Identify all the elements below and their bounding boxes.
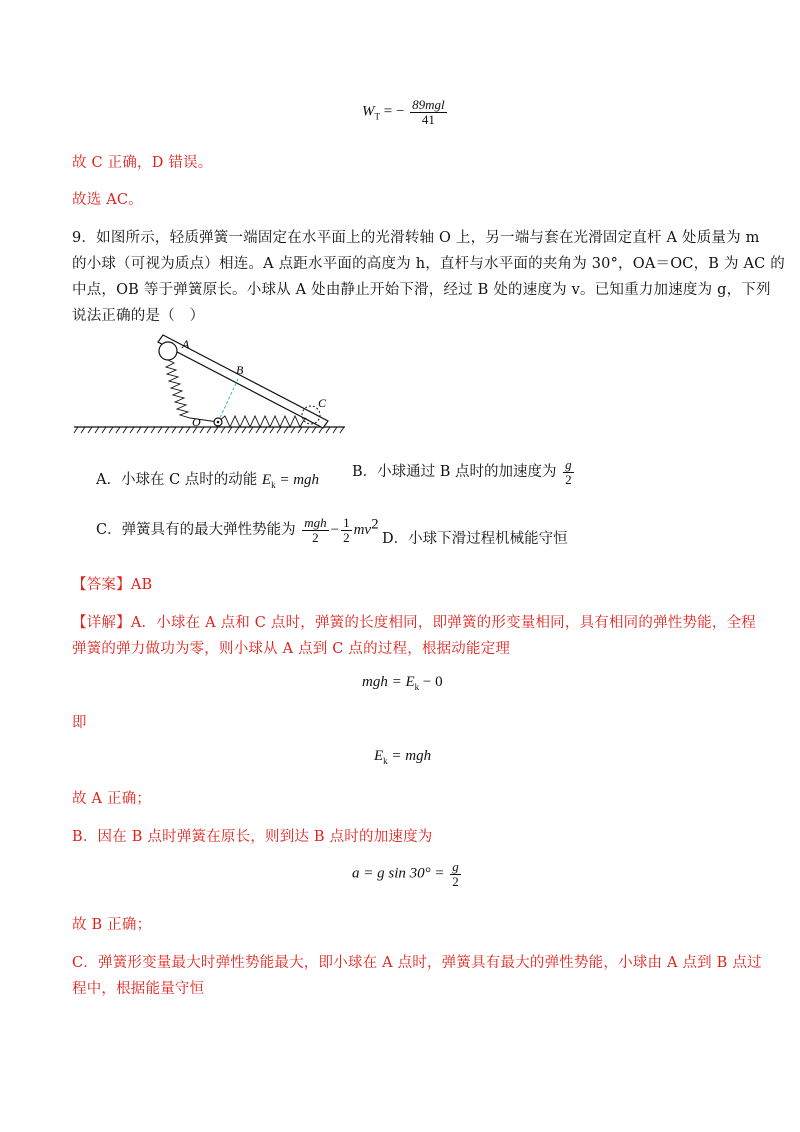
option-a-text: A．小球在 C 点时的动能 (96, 472, 258, 488)
equation-energy (362, 674, 443, 692)
eq-lhs: E (374, 748, 384, 764)
option-a-math (262, 472, 319, 488)
fraction (450, 860, 461, 888)
math-rhs: = mgh (275, 472, 320, 488)
answer-value: AB (130, 577, 153, 593)
prev-choice: 故选 AC。 (72, 192, 143, 208)
math-var: E (261, 472, 272, 488)
equation-accel (352, 860, 463, 888)
math-sub: k (271, 480, 276, 490)
eq-var: W (362, 103, 375, 120)
fraction-den: 2 (565, 471, 572, 487)
option-b-fraction (563, 458, 574, 486)
answer-label: 【答案】 (72, 577, 131, 593)
fraction-num: 1 (343, 515, 350, 530)
fraction-num: 89mgl (412, 97, 445, 112)
fraction-den: 2 (452, 873, 459, 889)
fraction-num: g (565, 457, 572, 472)
eq-sub: k (414, 682, 420, 692)
eq-sign: = − (383, 103, 405, 120)
detail-c-line-2: 程中，根据能量守恒 (72, 981, 205, 997)
fraction-num: g (452, 859, 459, 874)
answer (72, 573, 152, 594)
option-c-frac2 (341, 516, 352, 544)
question-line-3: 中点，OB 等于弹簧原长。小球从 A 处由静止开始下滑，经过 B 处的速度为 v。已知重力加速度为 g，下列 (72, 282, 771, 298)
spring-oc (218, 416, 311, 427)
pivot-center (217, 421, 220, 424)
option-c (96, 516, 379, 544)
eq-lhs: a = g sin 30° = (352, 865, 445, 882)
question-line-2: 的小球（可视为质点）相连。A 点距水平面的高度为 h，直杆与水平面的夹角为 30°，OA＝OC，B 为 AC 的 (72, 256, 785, 272)
detail-c-line-1: C．弹簧形变量最大时弹性势能最大，即小球在 A 点时，弹簧具有最大的弹性势能，小球由 A 点到 B 点过 (72, 955, 762, 971)
eq-sub: k (383, 756, 388, 766)
detail-a-conclusion: 故 A 正确； (72, 791, 152, 807)
question-line-4: 说法正确的是（ ） (72, 308, 205, 324)
detail-label: 【详解】 (72, 615, 131, 631)
option-b (352, 458, 576, 486)
option-d: D．小球下滑过程机械能守恒 (382, 531, 568, 547)
equation-ek (374, 748, 431, 766)
detail-text: A．小球在 A 点和 C 点时，弹簧的长度相同，即弹簧的形变量相同，具有相同的弹性势能，全程 (130, 615, 756, 631)
detail-b-conclusion: 故 B 正确； (72, 917, 152, 933)
math-tail: mv (353, 522, 372, 539)
option-b-text: B．小球通过 B 点时的加速度为 (352, 464, 557, 481)
prev-conclusion: 故 C 正确，D 错误。 (72, 155, 213, 171)
eq-sub: T (374, 111, 380, 122)
eq-lhs: mgh = E (362, 674, 415, 690)
fraction (410, 98, 447, 126)
eq-rhs: − 0 (419, 674, 443, 690)
equation-work-tension (362, 98, 449, 126)
incline-spring-figure (70, 330, 360, 440)
option-c-text: C．弹簧具有的最大弹性势能为 (96, 522, 296, 539)
detail-b-line: B．因在 B 点时弹簧在原长，则到达 B 点时的加速度为 (72, 829, 433, 845)
minus-sign: − (330, 522, 340, 539)
detail-ji: 即 (72, 715, 87, 731)
fraction-num: mgh (304, 515, 327, 530)
fraction-den: 2 (343, 529, 350, 545)
label-b: B (236, 363, 244, 377)
label-a: A (182, 337, 190, 351)
option-c-frac1 (302, 516, 328, 544)
fraction-den: 41 (421, 111, 435, 127)
label-c: C (318, 396, 327, 410)
question-line-1: 9．如图所示，轻质弹簧一端固定在水平面上的光滑转轴 O 上，另一端与套在光滑固定直杆 A 处质量为 m (72, 230, 760, 246)
math-sup: 2 (371, 516, 379, 533)
option-a (96, 468, 319, 490)
fraction-den: 2 (312, 529, 319, 545)
detail-line-2: 弹簧的弹力做功为零，则小球从 A 点到 C 点的过程，根据动能定理 (72, 641, 511, 657)
ball (159, 342, 177, 360)
label-o: O (192, 415, 201, 429)
ground-hatch (74, 427, 344, 433)
eq-rhs: = mgh (387, 748, 432, 764)
detail-line-1 (72, 611, 756, 632)
